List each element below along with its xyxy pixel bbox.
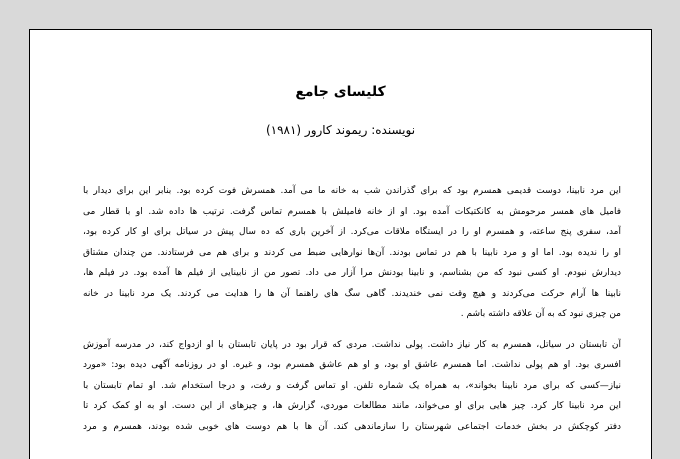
text-line: آمد، سفری پنج ساعته، و همسرم او را در ایستگاه ملاقات می‌کرد. از آخرین باری که ده سال پیش در سیاتل برای او کار کرده بود، xyxy=(83,227,621,237)
author-line: نویسنده: ریموند کارور (۱۹۸۱) xyxy=(265,123,416,137)
text-line: نابینا ها آرام حرکت می‌کردند و هیچ وقت نمی خندیدند. گاهی سگ های راهنما آن ها را هدایت می کردند. یک مرد نابینا در خانه xyxy=(83,288,621,299)
text-line: دیدارش نبودم. او کسی نبود که من بشناسم، و نابینا بودنش مرا آزار می داد. تصور من از نابینایی از فیلم ها آمده بود. در فیلم ها، xyxy=(83,268,621,278)
paragraph-1 xyxy=(83,181,621,325)
text-line: او را ندیده بود. اما او و مرد نابینا با هم در تماس بودند. آن‌ها نوارهایی ضبط می کردند و برای هم می فرستادند. من چندان مشتاق xyxy=(83,247,621,258)
text-line: آن تابستان در سیاتل، همسرم به کار نیاز داشت. پولی نداشت. مردی که قرار بود در پایان تابستان با او ازدواج کند، در مدرسه آموزش xyxy=(83,339,621,350)
text-line: فامیل های همسر مرحومش به کانکتیکات آمده بود. او از خانه فامیلش با همسرم تماس گرفت. ترتیب ها داده شد. او با قطار می xyxy=(83,206,621,217)
story-title: کلیسای جامع xyxy=(295,84,386,100)
text-line: این مرد نابینا، دوست قدیمی همسرم بود که برای گذراندن شب به خانه ما می آمد. همسرش فوت کرده بود. بنابر این برای دیدار با xyxy=(83,186,621,196)
text-line: این مرد نابینا کار کرد. چیز هایی برای او می‌خواند، مانند مطالعات موردی، گزارش ها، و چیزهای از این دست. او به او کمک کرد تا xyxy=(83,401,621,411)
text-line: نیاز—کسی که برای مرد نابینا بخواند»، به همراه یک شماره تلفن. او تماس گرفت و رفت، و درجا استخدام شد. او تمام تابستان با xyxy=(83,380,621,391)
document-page xyxy=(29,29,652,459)
text-line: دفتر کوچکش در بخش خدمات اجتماعی شهرستان را سازماندهی کند. آن ها با هم دوست های خوبی شده بودند، همسرم و مرد xyxy=(83,421,621,432)
text-line: من چیزی نبود که به آن علاقه داشته باشم . xyxy=(460,309,621,319)
text-line: افسری بود. او هم پولی نداشت. اما همسرم عاشق او بود، و او هم عاشق همسرم بود، و غیره. او در روزنامه آگهی دیده بود: «مورد xyxy=(83,360,621,370)
story-body xyxy=(83,181,621,447)
paragraph-2 xyxy=(83,335,621,438)
